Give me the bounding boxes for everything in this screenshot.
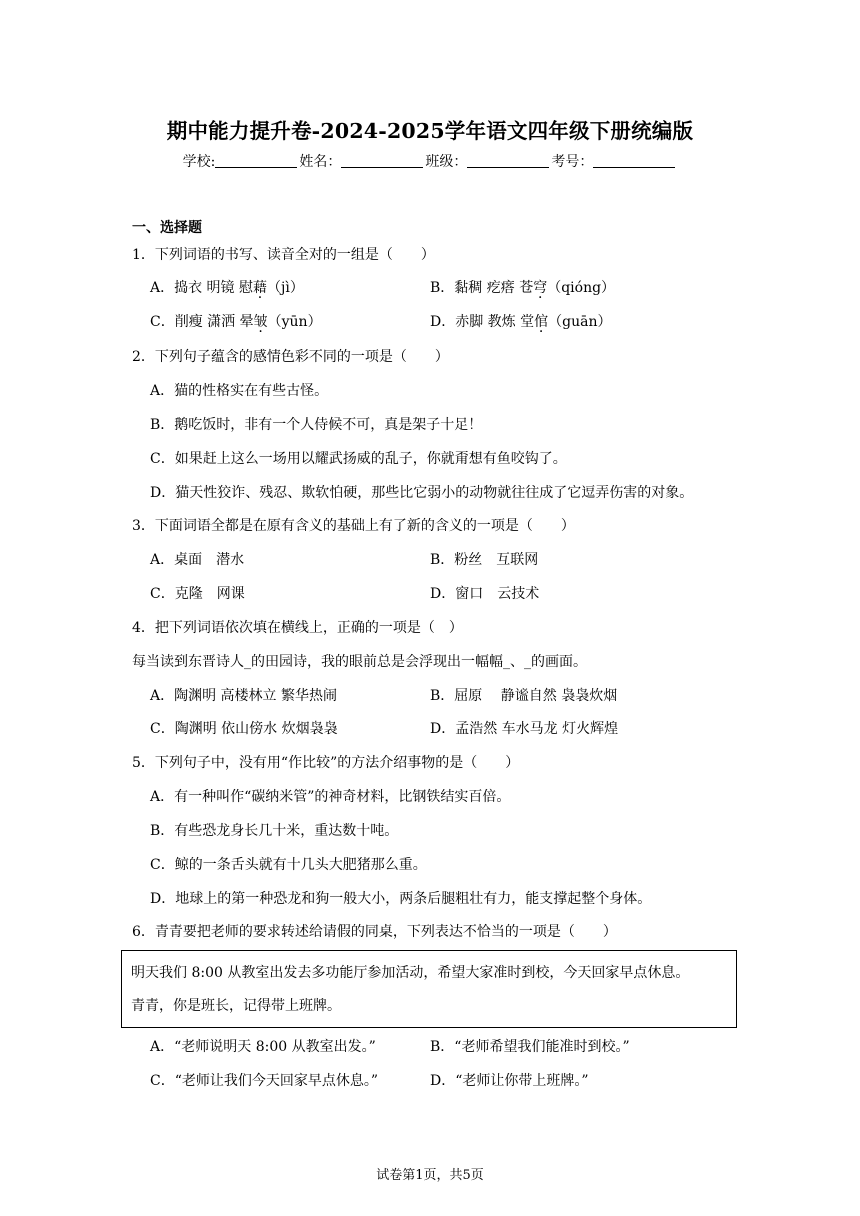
q1-d-dotted-char: 倌 <box>534 314 549 330</box>
q6-option-a[interactable]: A．“老师说明天 8:00 从教室出发。” <box>150 1039 376 1055</box>
q4-option-c[interactable]: C．陶渊明 依山傍水 炊烟袅袅 <box>150 721 338 737</box>
q6-option-c[interactable]: C．“老师让我们今天回家早点休息。” <box>150 1073 379 1089</box>
q4-option-a[interactable]: A．陶渊明 高楼林立 繁华热闹 <box>150 688 338 704</box>
q6-option-b[interactable]: B．“老师希望我们能准时到校。” <box>430 1039 630 1055</box>
q6-box-line-1: 明天我们 8:00 从教室出发去多功能厅参加活动，希望大家准时到校，今天回家早点休息。 <box>131 965 690 981</box>
q6-box-line-2: 青青，你是班长，记得带上班牌。 <box>131 998 341 1014</box>
q1-d-pinyin: （guān） <box>548 314 612 330</box>
q5-option-c[interactable]: C．鲸的一条舌头就有十几头大肥猪那么重。 <box>150 857 427 873</box>
q1-b-pinyin: （qióng） <box>547 280 616 296</box>
q3-option-a[interactable]: A．桌面 潜水 <box>150 552 245 568</box>
name-label: 姓名： <box>299 154 342 170</box>
q4-option-b[interactable]: B．屈原 静谧自然 袅袅炊烟 <box>430 688 618 704</box>
q5-option-b[interactable]: B．有些恐龙身长几十米，重达数十吨。 <box>150 823 399 839</box>
q2-option-c[interactable]: C．如果赶上这么一场用以耀武扬威的乱子，你就甭想有鱼咬钩了。 <box>150 451 567 467</box>
q6-option-d[interactable]: D．“老师让你带上班牌。” <box>430 1073 589 1089</box>
q1-d-text: D．赤脚 教炼 堂 <box>430 314 535 330</box>
question-2-stem: 2．下列句子蕴含的感情色彩不同的一项是（ ） <box>132 349 449 365</box>
q2-option-a[interactable]: A．猫的性格实在有些古怪。 <box>150 383 329 399</box>
q1-c-pinyin: （yūn） <box>267 314 322 330</box>
school-blank[interactable] <box>215 153 297 168</box>
student-info-line <box>0 151 860 171</box>
name-blank[interactable] <box>341 153 423 168</box>
q3-option-c[interactable]: C．克隆 网课 <box>150 586 245 602</box>
q1-option-c[interactable] <box>150 312 322 332</box>
q1-c-text: C．削瘦 潇洒 晕 <box>150 314 254 330</box>
q6-quote-box <box>121 950 737 1028</box>
question-6-stem: 6．青青要把老师的要求转述给请假的同桌，下列表达不恰当的一项是（ ） <box>132 924 617 940</box>
page-title: 期中能力提升卷-2024-2025学年语文四年级下册统编版 <box>166 119 694 143</box>
q1-option-a[interactable] <box>150 278 304 298</box>
q5-option-a[interactable]: A．有一种叫作“碳纳米管”的神奇材料，比钢铁结实百倍。 <box>150 789 511 805</box>
page-footer: 试卷第1页，共5页 <box>376 1168 484 1183</box>
q1-a-text: A．捣衣 明镜 慰 <box>150 280 254 296</box>
q1-b-text: B．黏稠 疙瘩 苍 <box>430 280 534 296</box>
question-5-stem: 5．下列句子中，没有用“作比较”的方法介绍事物的是（ ） <box>132 755 520 771</box>
exam-no-label: 考号： <box>551 154 594 170</box>
exam-no-blank[interactable] <box>593 153 675 168</box>
q3-option-b[interactable]: B．粉丝 互联网 <box>430 552 539 568</box>
section-heading: 一、选择题 <box>132 220 202 236</box>
question-3-stem: 3．下面词语全都是在原有含义的基础上有了新的含义的一项是（ ） <box>132 518 575 534</box>
q1-a-pinyin: （jì） <box>267 280 304 296</box>
q1-a-dotted-char: 藉 <box>253 280 268 296</box>
class-blank[interactable] <box>467 153 549 168</box>
school-label: 学校: <box>182 154 216 170</box>
q1-option-d[interactable] <box>430 312 611 332</box>
q5-option-d[interactable]: D．地球上的第一种恐龙和狗一般大小，两条后腿粗壮有力，能支撑起整个身体。 <box>150 891 652 907</box>
question-4-stem: 4．把下列词语依次填在横线上，正确的一项是（ ） <box>132 620 463 636</box>
q2-option-b[interactable]: B．鹅吃饭时，非有一个人侍候不可，真是架子十足！ <box>150 417 483 433</box>
q3-option-d[interactable]: D．窗口 云技术 <box>430 586 540 602</box>
q1-c-dotted-char: 皱 <box>253 314 268 330</box>
q1-b-dotted-char: 穹 <box>533 280 548 296</box>
q4-option-d[interactable]: D．孟浩然 车水马龙 灯火辉煌 <box>430 721 619 737</box>
q1-option-b[interactable] <box>430 278 615 298</box>
class-label: 班级： <box>425 154 468 170</box>
q4-sentence: 每当读到东晋诗人_的田园诗，我的眼前总是会浮现出一幅幅_、_的画面。 <box>132 654 587 670</box>
question-1-stem: 1．下列词语的书写、读音全对的一组是（ ） <box>132 247 435 263</box>
q2-option-d[interactable]: D．猫天性狡诈、残忍、欺软怕硬，那些比它弱小的动物就往往成了它逗弄伤害的对象。 <box>150 485 694 501</box>
